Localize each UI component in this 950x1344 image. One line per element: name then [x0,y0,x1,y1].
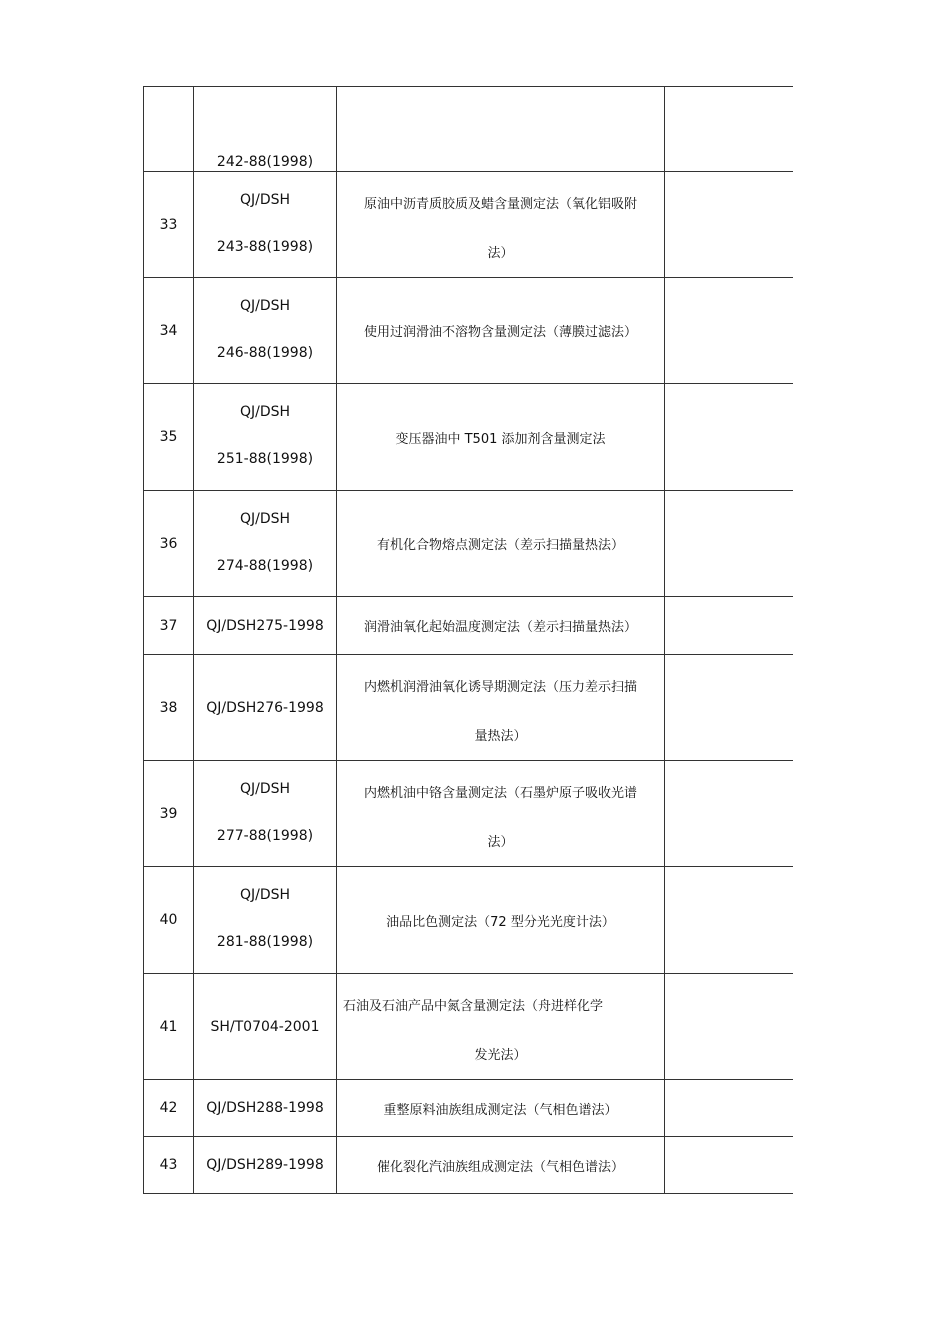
standard-code: QJ/DSH 246-88(1998) [194,278,337,383]
row-number: 40 [143,867,194,973]
row-number: 35 [143,384,194,490]
standard-code: QJ/DSH288-1998 [194,1080,337,1136]
table-row [143,86,793,172]
row-number: 37 [143,597,194,654]
empty-cell [665,867,793,973]
standard-code: QJ/DSH 243-88(1998) [194,172,337,277]
row-number: 43 [143,1137,194,1193]
table-row [143,655,793,761]
row-number [143,87,194,171]
empty-cell [665,597,793,654]
empty-cell [665,1137,793,1193]
method-name [337,87,665,171]
row-number: 36 [143,491,194,596]
method-name: 重整原料油族组成测定法（气相色谱法） [337,1080,665,1136]
row-number: 42 [143,1080,194,1136]
empty-cell [665,278,793,383]
table-row [143,597,793,655]
table-row [143,384,793,491]
standard-code: SH/T0704-2001 [194,974,337,1079]
table-row [143,1080,793,1137]
empty-cell [665,172,793,277]
table-row [143,172,793,278]
method-name: 内燃机油中铬含量测定法（石墨炉原子吸收光谱 法） [337,761,665,866]
table-row [143,1137,793,1194]
empty-cell [665,87,793,171]
standards-table [143,86,793,1194]
row-number: 34 [143,278,194,383]
row-number: 38 [143,655,194,760]
method-name: 原油中沥青质胶质及蜡含量测定法（氧化铝吸附 法） [337,172,665,277]
standard-code: QJ/DSH 281-88(1998) [194,867,337,973]
table-row [143,974,793,1080]
empty-cell [665,384,793,490]
empty-cell [665,761,793,866]
method-name: 催化裂化汽油族组成测定法（气相色谱法） [337,1137,665,1193]
empty-cell [665,1080,793,1136]
standard-code: QJ/DSH289-1998 [194,1137,337,1193]
method-name: 石油及石油产品中氮含量测定法（舟进样化学 发光法） [337,974,665,1079]
method-name: 变压器油中 T501 添加剂含量测定法 [337,384,665,490]
row-number: 33 [143,172,194,277]
empty-cell [665,655,793,760]
row-number: 41 [143,974,194,1079]
method-name: 使用过润滑油不溶物含量测定法（薄膜过滤法） [337,278,665,383]
table-row [143,491,793,597]
method-name: 有机化合物熔点测定法（差示扫描量热法） [337,491,665,596]
standard-code: QJ/DSH 277-88(1998) [194,761,337,866]
table-row [143,278,793,384]
row-number: 39 [143,761,194,866]
table-row [143,761,793,867]
standard-code: 242-88(1998) [194,87,337,171]
standard-code: QJ/DSH275-1998 [194,597,337,654]
standard-code: QJ/DSH276-1998 [194,655,337,760]
standard-code: QJ/DSH 274-88(1998) [194,491,337,596]
table-row [143,867,793,974]
empty-cell [665,974,793,1079]
method-name: 内燃机润滑油氧化诱导期测定法（压力差示扫描 量热法） [337,655,665,760]
empty-cell [665,491,793,596]
standard-code: QJ/DSH 251-88(1998) [194,384,337,490]
method-name: 润滑油氧化起始温度测定法（差示扫描量热法） [337,597,665,654]
method-name: 油品比色测定法（72 型分光光度计法） [337,867,665,973]
